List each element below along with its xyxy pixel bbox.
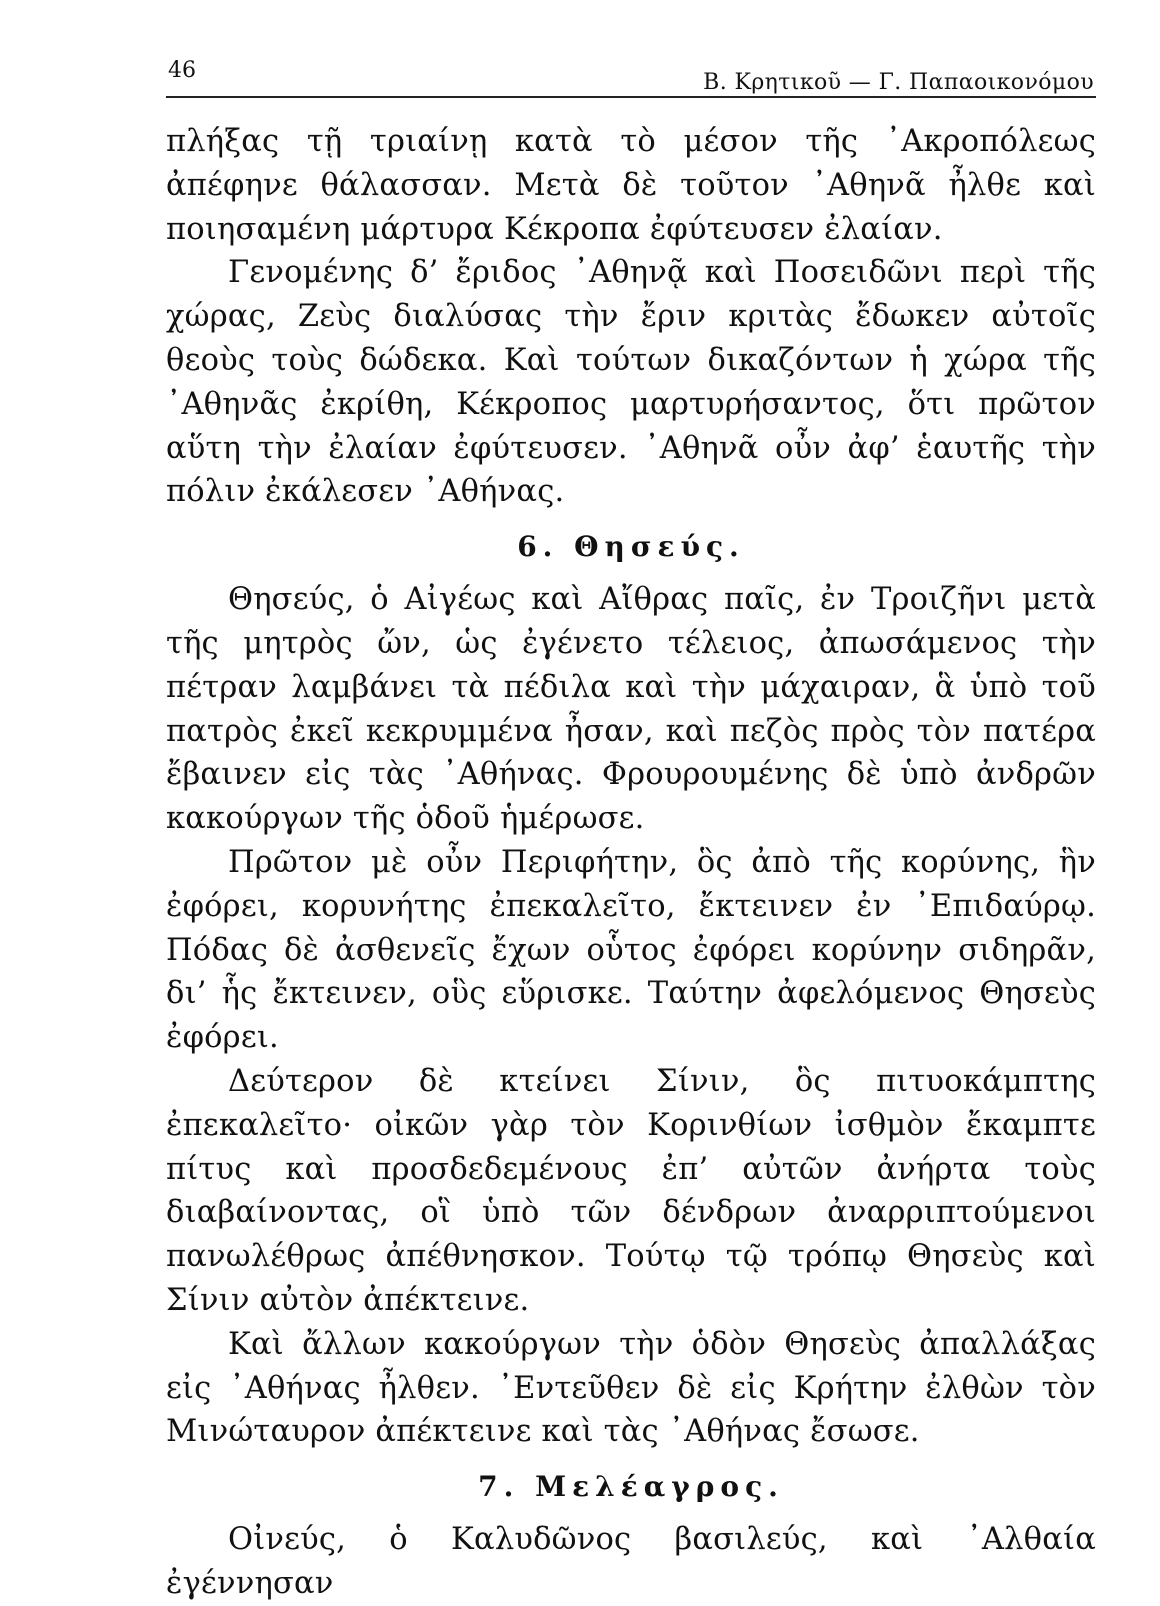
paragraph-continued: πλήξας τῇ τριαίνῃ κατὰ τὸ μέσον τῆς ᾿Ακροπόλεως ἀπέφηνε θάλασσαν. Μετὰ δὲ τοῦτον ᾿Αθηνᾶ ἦλθε καὶ ποιησαμένη μάρτυρα Κέκροπα ἐφύτευσεν ἐλαίαν.	[166, 124, 1096, 247]
running-header	[166, 58, 1096, 98]
paragraph: Θησεύς, ὁ Αἰγέως καὶ Αἴθρας παῖς, ἐν Τροιζῆνι μετὰ τῆς μητρὸς ὤν, ὡς ἐγένετο τέλειος, ἀπωσάμενος τὴν πέτραν λαμβάνει τὰ πέδιλα καὶ τὴν μάχαιραν, ἃ ὑπὸ τοῦ πατρὸς ἐκεῖ κεκρυμμένα ἦσαν, καὶ πεζὸς πρὸς τὸν πατέρα ἔβαινεν εἰς τὰς ᾿Αθήνας. Φρουρουμένης δὲ ὑπὸ ἀνδρῶν κακούργων τῆς ὁδοῦ ἡμέρωσε.	[166, 582, 1096, 837]
main-text	[166, 120, 1096, 1606]
page-number: 46	[168, 58, 196, 83]
running-title: Β. Κρητικοῦ — Γ. Παπαοικονόμου	[703, 70, 1094, 95]
section-heading-meleager: 7. Μελέαγρος.	[478, 1470, 784, 1504]
paragraph: Γενομένης δ’ ἔριδος ᾿Αθηνᾷ καὶ Ποσειδῶνι περὶ τῆς χώρας, Ζεὺς διαλύσας τὴν ἔριν κριτὰς ἔδωκεν αὐτοῖς θεοὺς τοὺς δώδεκα. Καὶ τούτων δικαζόντων ἡ χώρα τῆς ᾿Αθηνᾶς ἐκρίθη, Κέκροπος μαρτυρήσαντος, ὅτι πρῶτον αὕτη τὴν ἐλαίαν ἐφύτευσεν. ᾿Αθηνᾶ οὖν ἀφ’ ἑαυτῆς τὴν πόλιν ἐκάλεσεν ᾿Αθήνας.	[166, 255, 1096, 510]
paragraph: Καὶ ἄλλων κακούργων τὴν ὁδὸν Θησεὺς ἀπαλλάξας εἰς ᾿Αθήνας ἦλθεν. ᾿Εντεῦθεν δὲ εἰς Κρήτην ἐλθὼν τὸν Μινώταυρον ἀπέκτεινε καὶ τὰς ᾿Αθήνας ἔσωσε.	[166, 1326, 1096, 1450]
paragraph: Οἰνεύς, ὁ Καλυδῶνος βασιλεύς, καὶ ᾿Αλθαία ἐγέννησαν	[166, 1522, 1096, 1601]
section-heading-theseus: 6. Θησεύς.	[517, 530, 745, 564]
paragraph: Πρῶτον μὲ οὖν Περιφήτην, ὃς ἀπὸ τῆς κορύνης, ἣν ἐφόρει, κορυνήτης ἐπεκαλεῖτο, ἔκτεινεν ἐν ᾿Επιδαύρῳ. Πόδας δὲ ἀσθενεῖς ἔχων οὗτος ἐφόρει κορύνην σιδηρᾶν, δι’ ἧς ἔκτεινεν, οὓς εὕρισκε. Ταύτην ἀφελόμενος Θησεὺς ἐφόρει.	[166, 844, 1096, 1056]
paragraph: Δεύτερον δὲ κτείνει Σίνιν, ὃς πιτυοκάμπτης ἐπεκαλεῖτο· οἰκῶν γὰρ τὸν Κορινθίων ἰσθμὸν ἔκαμπτε πίτυς καὶ προσδεδεμένους ἐπ’ αὐτῶν ἀνήρτα τοὺς διαβαίνοντας, οἳ ὑπὸ τῶν δένδρων ἀναρριπτούμενοι πανωλέθρως ἀπέθνησκον. Τούτῳ τῷ τρόπῳ Θησεὺς καὶ Σίνιν αὐτὸν ἀπέκτεινε.	[166, 1063, 1096, 1318]
